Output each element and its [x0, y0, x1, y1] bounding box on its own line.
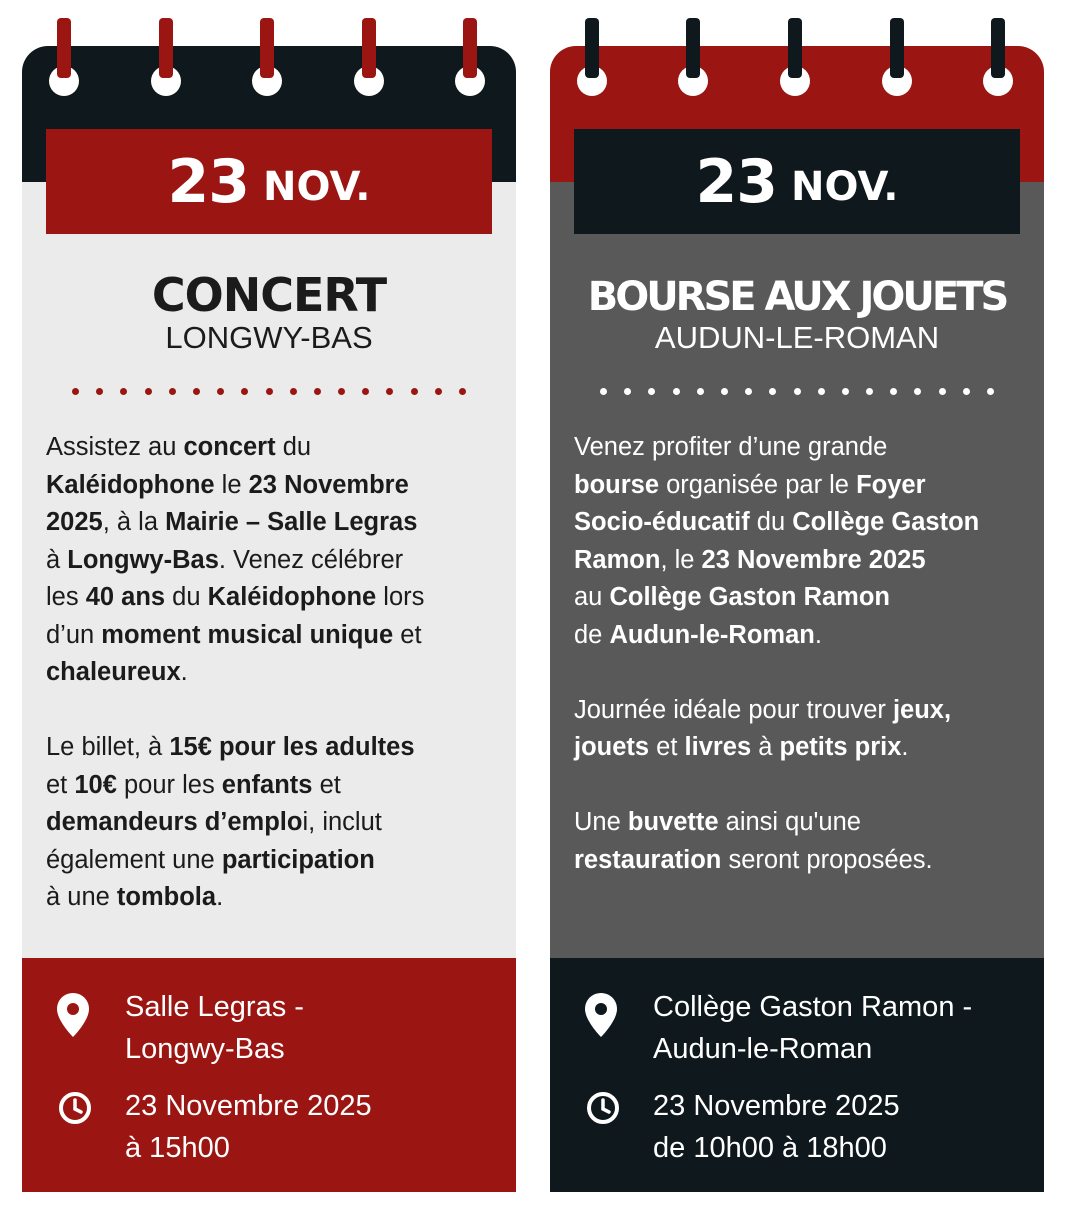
highlight-text: tombola [116, 883, 217, 911]
divider-dot [745, 388, 752, 395]
divider-dot [338, 388, 345, 395]
divider-dot [459, 388, 466, 395]
location-line: Longwy-Bas [125, 1033, 285, 1065]
highlight-text: 23 Novembre [248, 470, 409, 499]
body-text: du [275, 433, 312, 461]
clock-icon [586, 1091, 620, 1130]
highlight-text: Kaléidophone [207, 583, 377, 611]
highlight-text: enfants [221, 770, 313, 799]
highlight-text: jouets [574, 733, 650, 761]
highlight-text: petits prix [779, 733, 902, 761]
highlight-text: 23 Novembre 2025 [701, 545, 926, 574]
body-text: et [312, 770, 341, 799]
event-subtitle: LONGWY-BAS [165, 320, 373, 355]
divider-dot [697, 388, 704, 395]
body-text: Venez profiter d’une grande [574, 433, 888, 461]
highlight-text: Kaléidophone [46, 470, 215, 499]
body-text: pour les [116, 770, 222, 799]
divider-dot [987, 388, 994, 395]
binding-ring [879, 18, 915, 88]
location-line: Audun-le-Roman [653, 1033, 873, 1065]
time-text [653, 1085, 900, 1169]
divider-dot [963, 388, 970, 395]
highlight-text: moment musical unique [101, 620, 394, 649]
highlight-text: demandeurs d’emplo [46, 808, 303, 836]
binding-ring [351, 18, 387, 88]
highlight-text: livres [684, 733, 752, 761]
body-text: à une [46, 883, 117, 911]
highlight-text: Ramon [574, 545, 661, 574]
body-text: et [393, 620, 422, 649]
body-text: ainsi qu'une [718, 808, 861, 836]
divider-dot [842, 388, 849, 395]
highlight-text: jeux, [892, 695, 952, 724]
divider-dot [362, 388, 369, 395]
event-card-bourse [550, 46, 1044, 1192]
time-text [125, 1085, 372, 1169]
highlight-text: Foyer [856, 470, 926, 499]
binding-ring [574, 18, 610, 88]
date-day: 23 [695, 146, 778, 217]
highlight-text: bourse [574, 470, 660, 499]
divider-dot [794, 388, 801, 395]
event-title: CONCERT [151, 268, 387, 322]
body-text: i, inclut [302, 808, 382, 836]
description-paragraph [46, 429, 496, 692]
body-text: lors [376, 583, 425, 611]
event-subtitle: AUDUN-LE-ROMAN [654, 320, 940, 355]
divider-dot [890, 388, 897, 395]
highlight-text: participation [221, 845, 375, 874]
binding-ring [452, 18, 488, 88]
divider-dot [386, 388, 393, 395]
description-paragraph [574, 804, 1024, 879]
binding-ring [675, 18, 711, 88]
divider-dot [217, 388, 224, 395]
body-text: du [165, 583, 208, 611]
body-text: Journée idéale pour trouver [574, 695, 893, 724]
body-text: Assistez au [46, 433, 184, 461]
divider-dot [600, 388, 607, 395]
binding-ring [148, 18, 184, 88]
divider-dot [72, 388, 79, 395]
body-text: du [749, 508, 793, 536]
divider-dot [145, 388, 152, 395]
highlight-text: concert [183, 433, 276, 461]
date-badge [574, 129, 1020, 234]
divider-dot [866, 388, 873, 395]
location-line: Collège Gaston Ramon - [653, 991, 973, 1023]
highlight-text: 40 ans [85, 583, 166, 611]
highlight-text: Audun-le-Roman [609, 620, 815, 649]
body-text: et [46, 770, 75, 799]
binding-ring [777, 18, 813, 88]
highlight-text: Mairie – Salle Legras [165, 508, 418, 536]
highlight-text: Collège Gaston [792, 508, 980, 536]
time-line: de 10h00 à 18h00 [653, 1132, 887, 1164]
body-text: , à la [102, 508, 166, 536]
highlight-text: chaleureux [46, 658, 181, 686]
body-text: seront proposées. [721, 845, 933, 874]
dotted-divider [600, 383, 994, 399]
event-card-concert [22, 46, 516, 1192]
event-title: BOURSE AUX JOUETS [587, 274, 1007, 320]
body-text: Le billet, à [46, 733, 170, 761]
body-text: au [574, 583, 610, 611]
clock-icon [58, 1091, 92, 1130]
body-text: à [46, 545, 68, 574]
date-month: NOV. [791, 163, 899, 210]
divider-dot [914, 388, 921, 395]
highlight-text: Collège Gaston Ramon [609, 583, 890, 611]
location-text [125, 986, 304, 1070]
date-day: 23 [167, 146, 250, 217]
divider-dot [721, 388, 728, 395]
body-text: et [649, 733, 685, 761]
body-text: d’un [46, 620, 102, 649]
divider-dot [411, 388, 418, 395]
highlight-text: Longwy-Bas [67, 545, 219, 574]
highlight-text: buvette [627, 808, 719, 836]
time-line: à 15h00 [125, 1132, 230, 1164]
divider-dot [266, 388, 273, 395]
time-line: 23 Novembre 2025 [125, 1090, 372, 1122]
divider-dot [624, 388, 631, 395]
divider-dot [290, 388, 297, 395]
map-pin-icon [56, 992, 90, 1043]
highlight-text: Socio-éducatif [574, 508, 750, 536]
body-text: de [574, 620, 610, 649]
body-text: . Venez célébrer [218, 545, 404, 574]
divider-dot [169, 388, 176, 395]
binding-ring [980, 18, 1016, 88]
binding-ring [249, 18, 285, 88]
location-text [653, 986, 972, 1070]
body-text: à [751, 733, 780, 761]
body-text: les [46, 583, 86, 611]
divider-dot [193, 388, 200, 395]
description-paragraph [46, 729, 496, 917]
divider-dot [120, 388, 127, 395]
highlight-text: 2025 [46, 508, 103, 536]
divider-dot [818, 388, 825, 395]
divider-dot [96, 388, 103, 395]
description-paragraph [574, 429, 1024, 654]
divider-dot [939, 388, 946, 395]
divider-dot [241, 388, 248, 395]
body-text: Une [574, 808, 628, 836]
divider-dot [435, 388, 442, 395]
binding-ring [46, 18, 82, 88]
map-pin-icon [584, 992, 618, 1043]
date-month: NOV. [263, 163, 371, 210]
body-text: le [214, 470, 249, 499]
body-text: . [180, 658, 188, 686]
divider-dot [314, 388, 321, 395]
divider-dot [769, 388, 776, 395]
highlight-text: 15€ pour les adultes [169, 733, 415, 761]
body-text: également une [46, 845, 222, 874]
highlight-text: restauration [574, 845, 722, 874]
divider-dot [673, 388, 680, 395]
body-text: . [216, 883, 224, 911]
highlight-text: 10€ [74, 770, 117, 799]
date-badge [46, 129, 492, 234]
divider-dot [648, 388, 655, 395]
body-text: organisée par le [659, 470, 857, 499]
event-description [574, 429, 1024, 917]
body-text: . [814, 620, 822, 649]
description-paragraph [574, 692, 1024, 767]
body-text: , le [660, 545, 702, 574]
body-text: . [901, 733, 909, 761]
dotted-divider [72, 383, 466, 399]
event-description [46, 429, 496, 954]
location-line: Salle Legras - [125, 991, 304, 1023]
time-line: 23 Novembre 2025 [653, 1090, 900, 1122]
